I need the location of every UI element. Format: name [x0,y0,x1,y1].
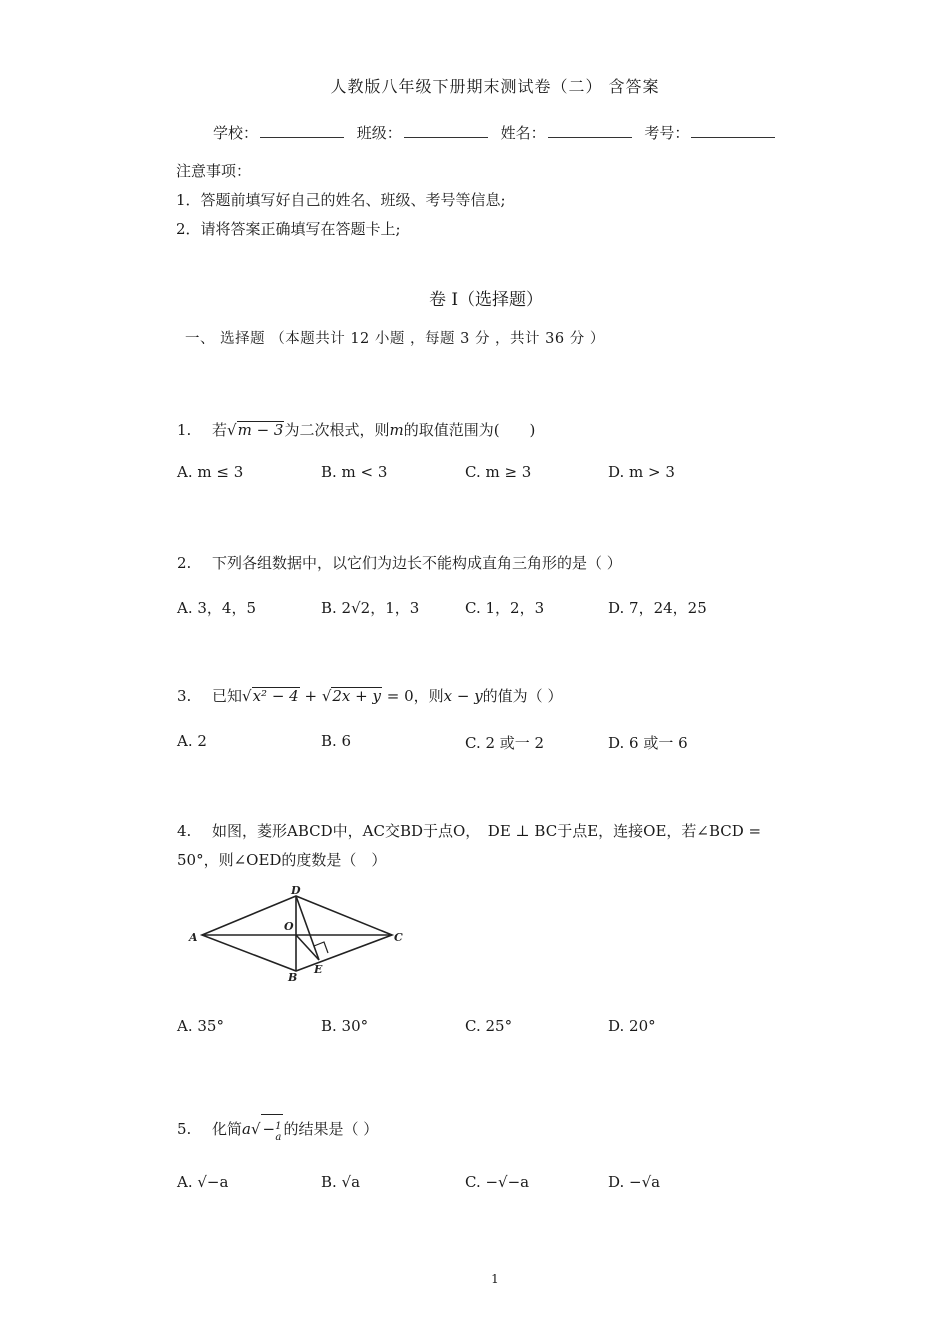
variable: a [242,1120,251,1138]
option-a[interactable]: A. 3，4，5 [177,599,256,617]
option-b[interactable]: B. 30° [321,1017,369,1035]
question-text: 若 [212,421,228,439]
exam-no-label: 考号： [644,124,690,142]
fraction-numerator: 1 [275,1121,282,1132]
question-number: 4. [177,822,192,840]
section-title: 卷 I（选择题） [428,290,544,310]
radicand: m − 3 [237,421,284,439]
option-a[interactable]: A. √−a [177,1173,229,1191]
question-number: 1. [177,421,192,439]
option-d[interactable]: D. m > 3 [608,463,675,481]
sqrt-symbol: √ [250,1120,261,1138]
question-text: 化简 [212,1120,243,1138]
radicand: 2x + y [332,687,381,705]
operator: + [299,687,322,705]
option-c[interactable]: C. 25° [465,1017,513,1035]
question-text: 的值为（ ） [482,687,563,705]
name-blank[interactable] [548,123,632,138]
option-b[interactable]: B. m < 3 [321,463,388,481]
option-a[interactable]: A. 35° [177,1017,224,1035]
page-title: 人教版八年级下册期末测试卷（二） 含答案 [330,77,660,96]
question-text: 下列各组数据中，以它们为边长不能构成直角三角形的是（ ） [212,554,622,572]
option-c[interactable]: C. −√−a [465,1173,530,1191]
sqrt-symbol: √ [242,687,252,705]
question-text: 的取值范围为( ) [403,421,536,439]
label-d: D [291,884,301,897]
option-c[interactable]: C. m ≥ 3 [465,463,532,481]
sqrt-symbol: √ [227,421,237,439]
question-number: 2. [177,554,192,572]
segment-oe [296,935,319,960]
exam-no-blank[interactable] [691,123,775,138]
option-c[interactable]: C. 2 或一 2 [465,734,545,752]
radicand: x² − 4 [252,687,299,705]
rhombus-figure [180,880,420,985]
page-number: 1 [491,1272,499,1286]
class-blank[interactable] [404,123,488,138]
option-d[interactable]: D. 7，24，25 [608,599,707,617]
label-b: B [288,971,298,984]
option-d[interactable]: D. 6 或一 6 [608,734,688,752]
rhombus-abcd [202,896,392,971]
question-3 [177,685,562,706]
question-number: 5. [177,1120,192,1138]
question-number: 3. [177,687,192,705]
label-o: O [284,920,294,933]
question-text: 为二次根式，则 [284,421,390,439]
expression: x − y [443,687,483,705]
part-title: 一、 选择题 （本题共计 12 小题 ，每题 3 分 ，共计 36 分 ） [185,331,605,347]
question-5 [177,1118,378,1141]
variable: m [389,421,404,439]
question-1 [177,419,535,440]
question-text: 已知 [212,687,243,705]
question-4-line-2: 50°，则∠OED的度数是（ ） [177,851,387,869]
question-2 [177,552,622,573]
label-a: A [189,931,198,944]
question-4 [177,820,761,841]
radicand: − 1 a [261,1114,284,1137]
student-info-fields [213,122,783,143]
option-b[interactable]: B. 6 [321,732,352,750]
sqrt-symbol: √ [321,687,332,705]
school-blank[interactable] [260,123,344,138]
option-b[interactable]: B. 2√2，1，3 [321,599,420,617]
question-text: 如图，菱形ABCD中，AC交BD于点O， DE ⊥ BC于点E，连接OE，若∠BCD = [212,822,762,840]
question-text: 的结果是（ ） [283,1120,379,1138]
option-a[interactable]: A. m ≤ 3 [177,463,244,481]
option-a[interactable]: A. 2 [177,732,207,750]
option-d[interactable]: D. 20° [608,1017,656,1035]
name-label: 姓名： [500,124,546,142]
question-text: = 0，则 [381,687,444,705]
option-c[interactable]: C. 1，2，3 [465,599,545,617]
option-d[interactable]: D. −√a [608,1173,661,1191]
option-b[interactable]: B. √a [321,1173,361,1191]
fraction-denominator: a [275,1132,282,1143]
label-e: E [314,963,323,976]
school-label: 学校： [213,124,259,142]
notice-item: 1．答题前填写好自己的姓名、班级、考号等信息; [176,191,506,209]
notice-heading: 注意事项： [176,162,252,180]
segment-de [296,896,319,960]
class-label: 班级： [356,124,402,142]
label-c: C [394,931,403,944]
notice-item: 2．请将答案正确填写在答题卡上; [176,220,401,238]
